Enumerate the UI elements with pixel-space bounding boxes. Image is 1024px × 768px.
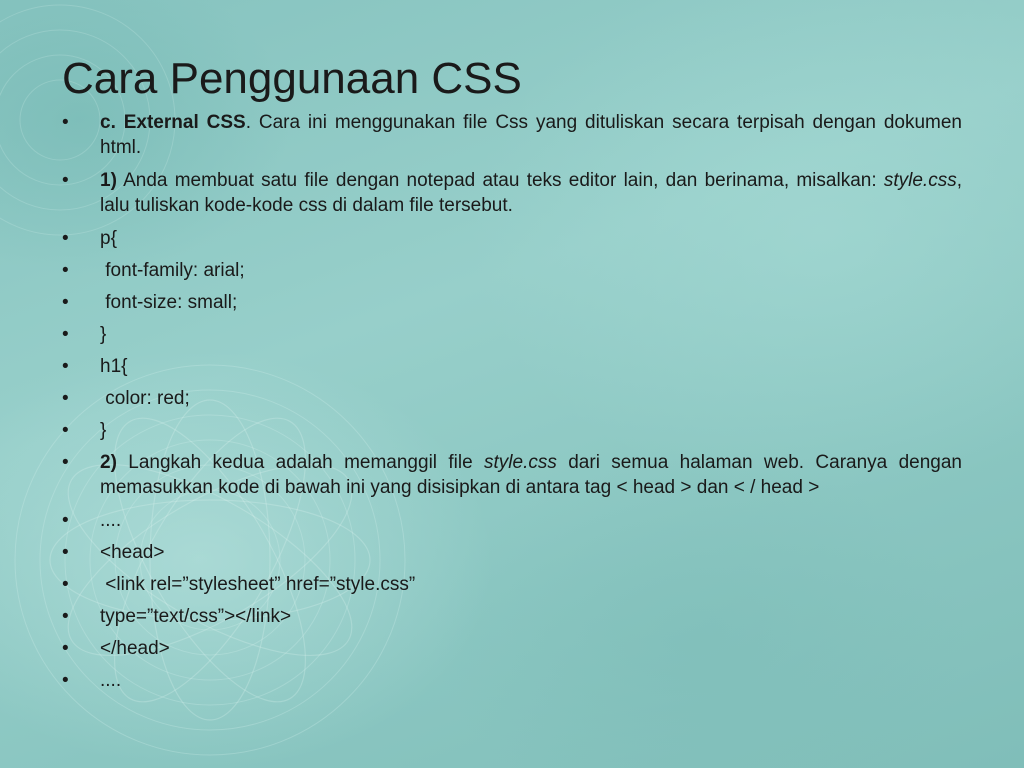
list-item <box>62 508 962 533</box>
list-item <box>62 386 962 411</box>
code-line: color: red; <box>100 388 190 409</box>
bullet-text: , lalu tuliskan kode-kode css di dalam file tersebut. <box>100 170 962 216</box>
list-item <box>62 258 962 283</box>
list-item <box>62 604 962 629</box>
bullet-italic-text: style.css <box>484 452 557 473</box>
code-line: h1{ <box>100 356 128 377</box>
bullet-bold-text: 1) <box>100 170 117 191</box>
list-item <box>62 226 962 251</box>
bullet-text: dari semua halaman web. Caranya dengan memasukkan kode di bawah ini yang disisipkan di antara tag < head > dan < / head > <box>100 452 962 498</box>
bullet-icon: • <box>62 388 69 409</box>
bullet-icon: • <box>62 510 69 531</box>
bullet-icon: • <box>62 638 69 659</box>
code-line: p{ <box>100 228 117 249</box>
list-item <box>62 354 962 379</box>
slide-title: Cara Penggunaan CSS <box>62 54 522 103</box>
list-item <box>62 636 962 661</box>
bullet-icon: • <box>62 324 69 345</box>
code-line: } <box>100 324 107 345</box>
list-item <box>62 572 962 597</box>
list-item <box>62 110 962 160</box>
code-line: } <box>100 420 107 441</box>
list-item <box>62 418 962 443</box>
list-item <box>62 290 962 315</box>
bullet-icon: • <box>62 112 69 133</box>
bullet-text: Langkah kedua adalah memanggil file <box>116 452 485 473</box>
code-line: </head> <box>100 638 170 659</box>
bullet-icon: • <box>62 228 69 249</box>
bullet-list <box>62 110 962 700</box>
code-line: type=”text/css”></link> <box>100 606 292 627</box>
list-item <box>62 540 962 565</box>
bullet-icon: • <box>62 420 69 441</box>
bullet-icon: • <box>62 356 69 377</box>
code-line: .... <box>100 510 122 531</box>
list-item <box>62 668 962 693</box>
code-line: <head> <box>100 542 165 563</box>
bullet-icon: • <box>62 292 69 313</box>
list-item <box>62 322 962 347</box>
bullet-icon: • <box>62 452 69 473</box>
bullet-icon: • <box>62 606 69 627</box>
bullet-text: . Cara ini menggunakan file Css yang dituliskan secara terpisah dengan dokumen html. <box>100 112 963 158</box>
code-line: .... <box>100 670 122 691</box>
bullet-bold-text: 2) <box>100 452 117 473</box>
list-item <box>62 450 962 500</box>
bullet-bold-text: c. External CSS <box>100 112 246 133</box>
bullet-italic-text: style.css <box>883 170 957 191</box>
list-item <box>62 168 962 218</box>
bullet-icon: • <box>62 260 69 281</box>
bullet-icon: • <box>62 542 69 563</box>
bullet-icon: • <box>62 170 69 191</box>
bullet-icon: • <box>62 574 69 595</box>
code-line: <link rel=”stylesheet” href=”style.css” <box>100 574 416 595</box>
code-line: font-family: arial; <box>100 260 245 281</box>
bullet-text: Anda membuat satu file dengan notepad atau teks editor lain, dan berinama, misalkan: <box>116 170 884 191</box>
bullet-icon: • <box>62 670 69 691</box>
code-line: font-size: small; <box>100 292 238 313</box>
